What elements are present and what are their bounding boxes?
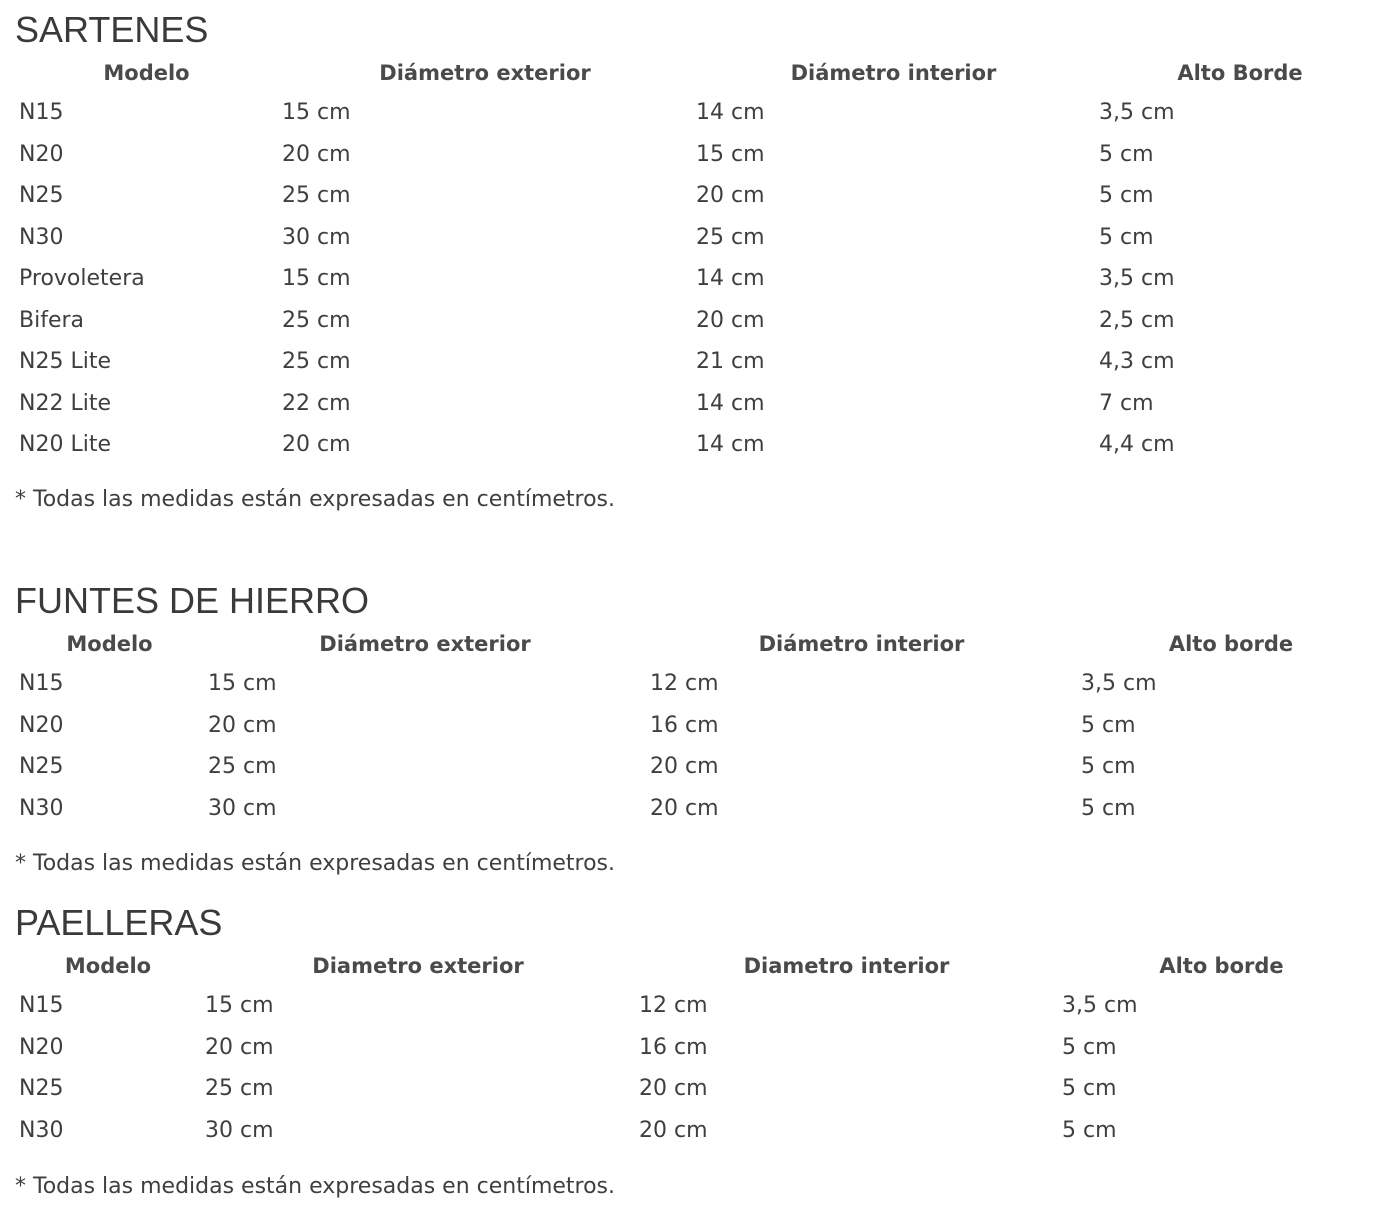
column-header-modelo: Modelo <box>103 60 190 85</box>
cell-modelo: N25 <box>19 754 64 780</box>
cell-alto-borde: 5 cm <box>1081 712 1136 738</box>
cell-diametro-exterior: 15 cm <box>205 993 274 1019</box>
cell-alto-borde: 4,4 cm <box>1099 432 1175 458</box>
cell-modelo: N20 <box>19 1034 64 1060</box>
cell-diametro-interior: 25 cm <box>696 224 765 250</box>
cell-diametro-exterior: 25 cm <box>282 183 351 209</box>
cell-diametro-interior: 20 cm <box>639 1117 708 1143</box>
table-header-row <box>15 53 1385 92</box>
cell-diametro-exterior: 20 cm <box>282 141 351 167</box>
table-row <box>15 663 1385 705</box>
cell-diametro-interior: 14 cm <box>696 100 765 126</box>
column-header-diametro-interior: Diametro interior <box>743 953 950 978</box>
cell-diametro-interior: 15 cm <box>696 141 765 167</box>
cell-modelo: N30 <box>19 1117 64 1143</box>
cell-diametro-exterior: 15 cm <box>282 266 351 292</box>
cell-alto-borde: 3,5 cm <box>1099 100 1175 126</box>
cell-alto-borde: 2,5 cm <box>1099 307 1175 333</box>
footnote: * Todas las medidas están expresadas en centímetros. <box>15 1174 616 1199</box>
cell-modelo: N15 <box>19 993 64 1019</box>
cell-diametro-interior: 20 cm <box>696 307 765 333</box>
cell-diametro-interior: 14 cm <box>696 432 765 458</box>
cell-diametro-exterior: 25 cm <box>205 1076 274 1102</box>
cell-modelo: N20 Lite <box>19 432 111 458</box>
table-row <box>15 175 1385 217</box>
table-row <box>15 217 1385 259</box>
cell-diametro-exterior: 20 cm <box>208 712 277 738</box>
footnote: * Todas las medidas están expresadas en centímetros. <box>15 487 616 512</box>
table-row <box>15 1027 1385 1069</box>
column-header-diametro-exterior: Diámetro exterior <box>379 60 591 85</box>
column-header-diametro-exterior: Diametro exterior <box>312 953 524 978</box>
cell-modelo: N22 Lite <box>19 390 111 416</box>
table-header-row <box>15 946 1385 985</box>
cell-modelo: N20 <box>19 141 64 167</box>
table-row <box>15 746 1385 788</box>
cell-diametro-interior: 21 cm <box>696 349 765 375</box>
cell-diametro-exterior: 15 cm <box>282 100 351 126</box>
table-row <box>15 985 1385 1027</box>
table-row <box>15 92 1385 134</box>
table-row <box>15 300 1385 342</box>
cell-modelo: N15 <box>19 671 64 697</box>
cell-diametro-exterior: 30 cm <box>282 224 351 250</box>
table-row <box>15 383 1385 425</box>
cell-alto-borde: 5 cm <box>1062 1076 1117 1102</box>
table-row <box>15 788 1385 830</box>
cell-diametro-interior: 20 cm <box>650 754 719 780</box>
cell-alto-borde: 5 cm <box>1081 795 1136 821</box>
spec-table-funtes-de-hierro <box>15 624 1385 829</box>
cell-alto-borde: 5 cm <box>1099 224 1154 250</box>
cell-diametro-exterior: 30 cm <box>205 1117 274 1143</box>
cell-diametro-exterior: 22 cm <box>282 390 351 416</box>
cell-alto-borde: 7 cm <box>1099 390 1154 416</box>
cell-modelo: Provoletera <box>19 266 145 292</box>
cell-diametro-exterior: 25 cm <box>282 307 351 333</box>
table-row <box>15 341 1385 383</box>
cell-diametro-exterior: 30 cm <box>208 795 277 821</box>
cell-modelo: Bifera <box>19 307 85 333</box>
cell-alto-borde: 5 cm <box>1062 1117 1117 1143</box>
cell-diametro-interior: 12 cm <box>650 671 719 697</box>
column-header-modelo: Modelo <box>66 631 153 656</box>
cell-diametro-exterior: 25 cm <box>208 754 277 780</box>
table-row <box>15 705 1385 747</box>
cell-diametro-exterior: 15 cm <box>208 671 277 697</box>
cell-modelo: N30 <box>19 795 64 821</box>
cell-modelo: N20 <box>19 712 64 738</box>
column-header-diametro-exterior: Diámetro exterior <box>319 631 531 656</box>
cell-alto-borde: 5 cm <box>1062 1034 1117 1060</box>
column-header-alto-borde: Alto Borde <box>1177 60 1303 85</box>
table-row <box>15 134 1385 176</box>
column-header-alto-borde: Alto borde <box>1168 631 1294 656</box>
table-header-row <box>15 624 1385 663</box>
cell-alto-borde: 3,5 cm <box>1062 993 1138 1019</box>
column-header-diametro-interior: Diámetro interior <box>758 631 965 656</box>
table-row <box>15 424 1385 466</box>
cell-diametro-interior: 14 cm <box>696 390 765 416</box>
column-header-alto-borde: Alto borde <box>1159 953 1284 978</box>
cell-alto-borde: 5 cm <box>1099 183 1154 209</box>
table-row <box>15 1110 1385 1152</box>
cell-diametro-interior: 20 cm <box>639 1076 708 1102</box>
cell-alto-borde: 5 cm <box>1081 754 1136 780</box>
cell-diametro-interior: 12 cm <box>639 993 708 1019</box>
cell-modelo: N15 <box>19 100 64 126</box>
section-title: PAELLERAS <box>15 902 223 943</box>
section-title: SARTENES <box>15 9 209 50</box>
cell-diametro-exterior: 25 cm <box>282 349 351 375</box>
cell-diametro-exterior: 20 cm <box>282 432 351 458</box>
cell-diametro-interior: 20 cm <box>696 183 765 209</box>
table-row <box>15 1068 1385 1110</box>
cell-alto-borde: 3,5 cm <box>1081 671 1157 697</box>
cell-diametro-interior: 14 cm <box>696 266 765 292</box>
cell-diametro-interior: 20 cm <box>650 795 719 821</box>
column-header-modelo: Modelo <box>64 953 152 978</box>
spec-table-sartenes <box>15 53 1385 466</box>
cell-alto-borde: 4,3 cm <box>1099 349 1175 375</box>
column-header-diametro-interior: Diámetro interior <box>790 60 997 85</box>
section-title: FUNTES DE HIERRO <box>15 580 370 621</box>
cell-alto-borde: 3,5 cm <box>1099 266 1175 292</box>
cell-diametro-exterior: 20 cm <box>205 1034 274 1060</box>
cell-diametro-interior: 16 cm <box>650 712 719 738</box>
cell-modelo: N25 <box>19 1076 64 1102</box>
footnote: * Todas las medidas están expresadas en centímetros. <box>15 851 616 876</box>
table-row <box>15 258 1385 300</box>
cell-modelo: N25 <box>19 183 64 209</box>
cell-diametro-interior: 16 cm <box>639 1034 708 1060</box>
spec-table-paelleras <box>15 946 1385 1151</box>
cell-modelo: N30 <box>19 224 64 250</box>
cell-modelo: N25 Lite <box>19 349 111 375</box>
cell-alto-borde: 5 cm <box>1099 141 1154 167</box>
